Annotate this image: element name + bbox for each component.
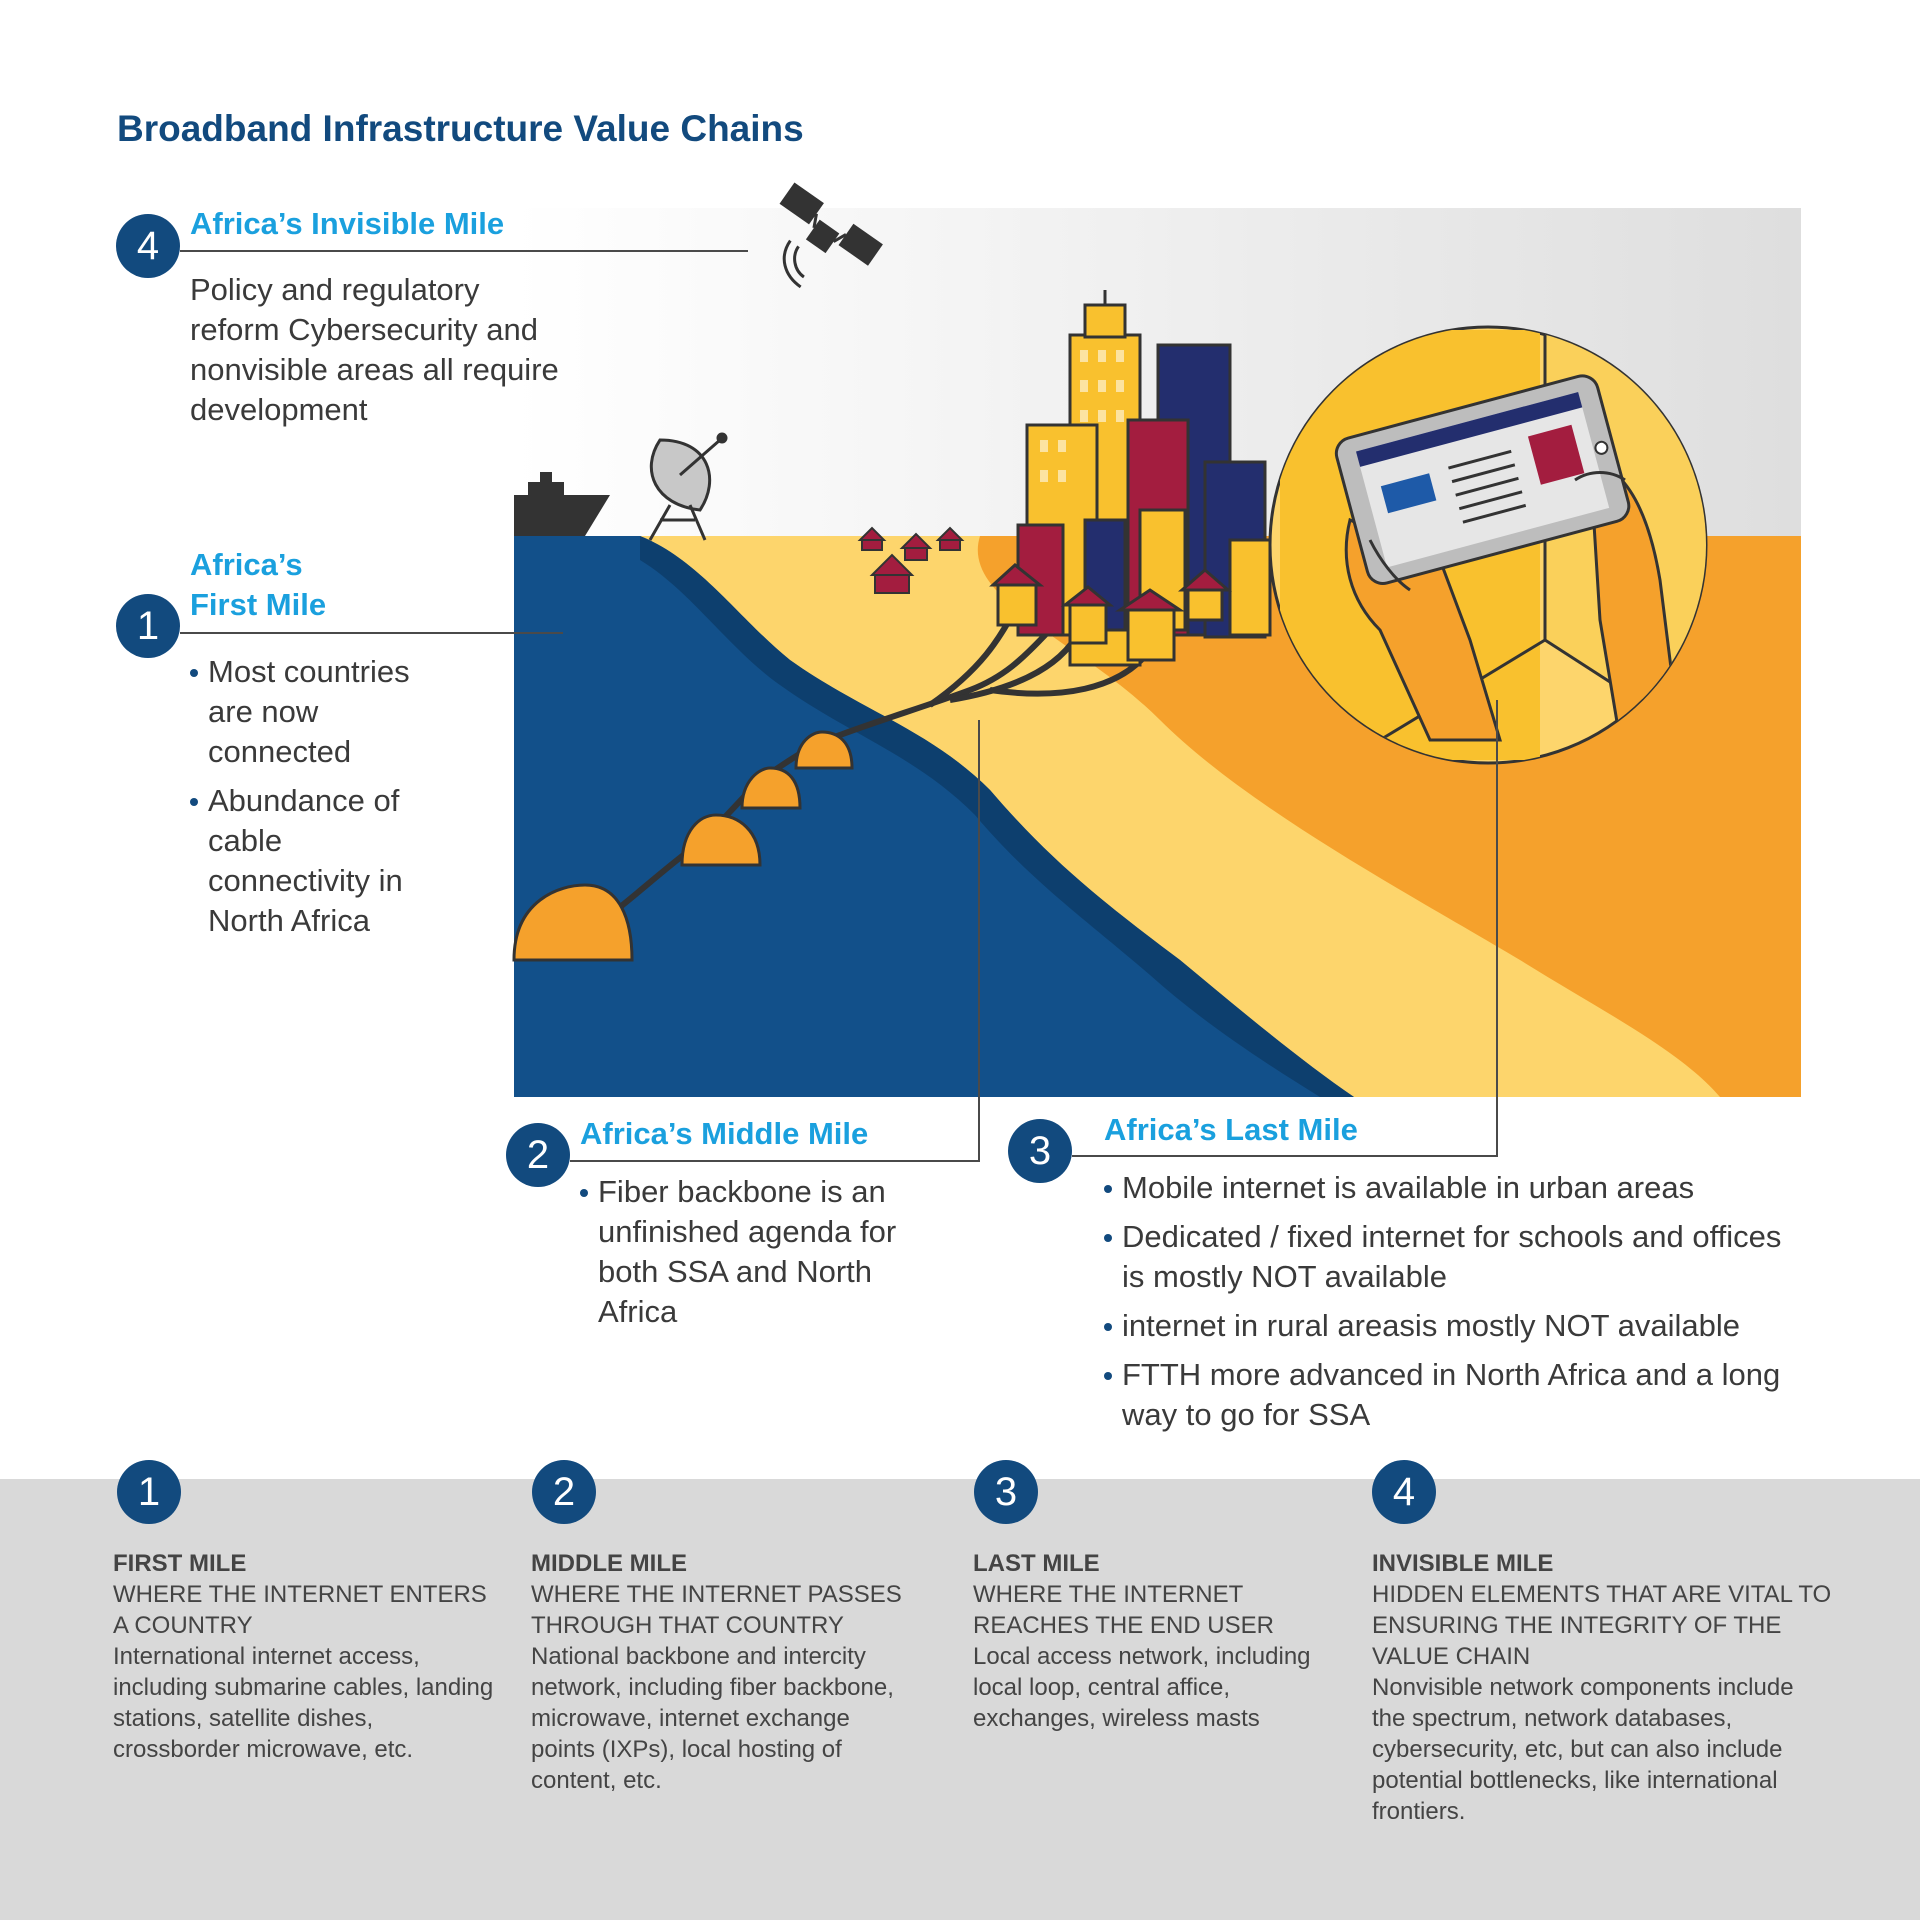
definition-description: International internet access, including submarine cables, landing stations, satellite dishes, crossborder microwave, etc. bbox=[113, 1643, 494, 1763]
tablet-lens bbox=[1270, 327, 1710, 763]
first-mile-bullets bbox=[190, 652, 420, 950]
definition-last-mile bbox=[973, 1460, 1311, 1732]
definition-title: MIDDLE MILE bbox=[531, 1550, 687, 1577]
middle-mile-bullets bbox=[580, 1172, 950, 1341]
definition-subtitle: WHERE THE INTERNET ENTERS A COUNTRY bbox=[113, 1581, 487, 1639]
first-mile-leader-line bbox=[180, 632, 563, 634]
definition-number-badge: 4 bbox=[1372, 1460, 1436, 1524]
definition-number-badge: 2 bbox=[532, 1460, 596, 1524]
last-mile-leader-line bbox=[1072, 1155, 1498, 1157]
middle-mile-leader-line bbox=[570, 1160, 980, 1162]
definition-subtitle: WHERE THE INTERNET PASSES THROUGH THAT COUNTRY bbox=[531, 1581, 902, 1639]
last-mile-bullet: FTTH more advanced in North Africa and a long way to go for SSA bbox=[1104, 1355, 1804, 1435]
definition-first-mile bbox=[113, 1460, 494, 1763]
last-mile-bullet: internet in rural areasis mostly NOT available bbox=[1104, 1306, 1804, 1346]
definition-title: FIRST MILE bbox=[113, 1550, 247, 1577]
definition-invisible-mile bbox=[1372, 1460, 1832, 1825]
first-mile-bullet: Abundance of cable connectivity in North Africa bbox=[190, 781, 420, 941]
middle-mile-bullet: Fiber backbone is an unfinished agenda for both SSA and North Africa bbox=[580, 1172, 950, 1332]
definition-middle-mile bbox=[531, 1460, 902, 1794]
first-mile-number-badge: 1 bbox=[116, 594, 180, 658]
last-mile-bullet: Mobile internet is available in urban areas bbox=[1104, 1168, 1804, 1208]
definition-number-badge: 3 bbox=[974, 1460, 1038, 1524]
last-mile-number-badge: 3 bbox=[1008, 1119, 1072, 1183]
page-title: Broadband Infrastructure Value Chains bbox=[117, 108, 804, 149]
definition-title: INVISIBLE MILE bbox=[1372, 1550, 1554, 1577]
invisible-mile-number-badge: 4 bbox=[116, 214, 180, 278]
definition-subtitle: WHERE THE INTERNET REACHES THE END USER bbox=[973, 1581, 1274, 1639]
first-mile-bullet: Most countries are now connected bbox=[190, 652, 420, 772]
invisible-mile-leader-line bbox=[180, 250, 748, 252]
middle-mile-leader-vertical bbox=[978, 720, 980, 1161]
first-mile-heading-line2: First Mile bbox=[190, 587, 327, 622]
definition-title: LAST MILE bbox=[973, 1550, 1100, 1577]
definition-description: National backbone and intercity network, including fiber backbone, microwave, internet exchange points (IXPs), local hosting of content, etc. bbox=[531, 1643, 894, 1794]
middle-mile-heading: Africa’s Middle Mile bbox=[580, 1116, 869, 1151]
definition-subtitle: HIDDEN ELEMENTS THAT ARE VITAL TO ENSURING THE INTEGRITY OF THE VALUE CHAIN bbox=[1372, 1581, 1832, 1670]
middle-mile-number-badge: 2 bbox=[506, 1123, 570, 1187]
invisible-mile-description: Policy and regulatory reform Cybersecurity and nonvisible areas all require development bbox=[190, 272, 559, 427]
definition-description: Local access network, including local loop, central affice, exchanges, wireless masts bbox=[973, 1643, 1311, 1732]
last-mile-bullets bbox=[1104, 1168, 1804, 1444]
definition-number-badge: 1 bbox=[117, 1460, 181, 1524]
last-mile-bullet: Dedicated / fixed internet for schools and offices is mostly NOT available bbox=[1104, 1217, 1804, 1297]
invisible-mile-heading: Africa’s Invisible Mile bbox=[190, 206, 505, 241]
last-mile-heading: Africa’s Last Mile bbox=[1104, 1112, 1358, 1147]
definition-description: Nonvisible network components include the spectrum, network databases, cybersecurity, etc, but can also include potential bottlenecks, like international frontiers. bbox=[1372, 1674, 1794, 1825]
first-mile-heading-line1: Africa’s bbox=[190, 547, 303, 582]
last-mile-leader-vertical bbox=[1496, 700, 1498, 1156]
